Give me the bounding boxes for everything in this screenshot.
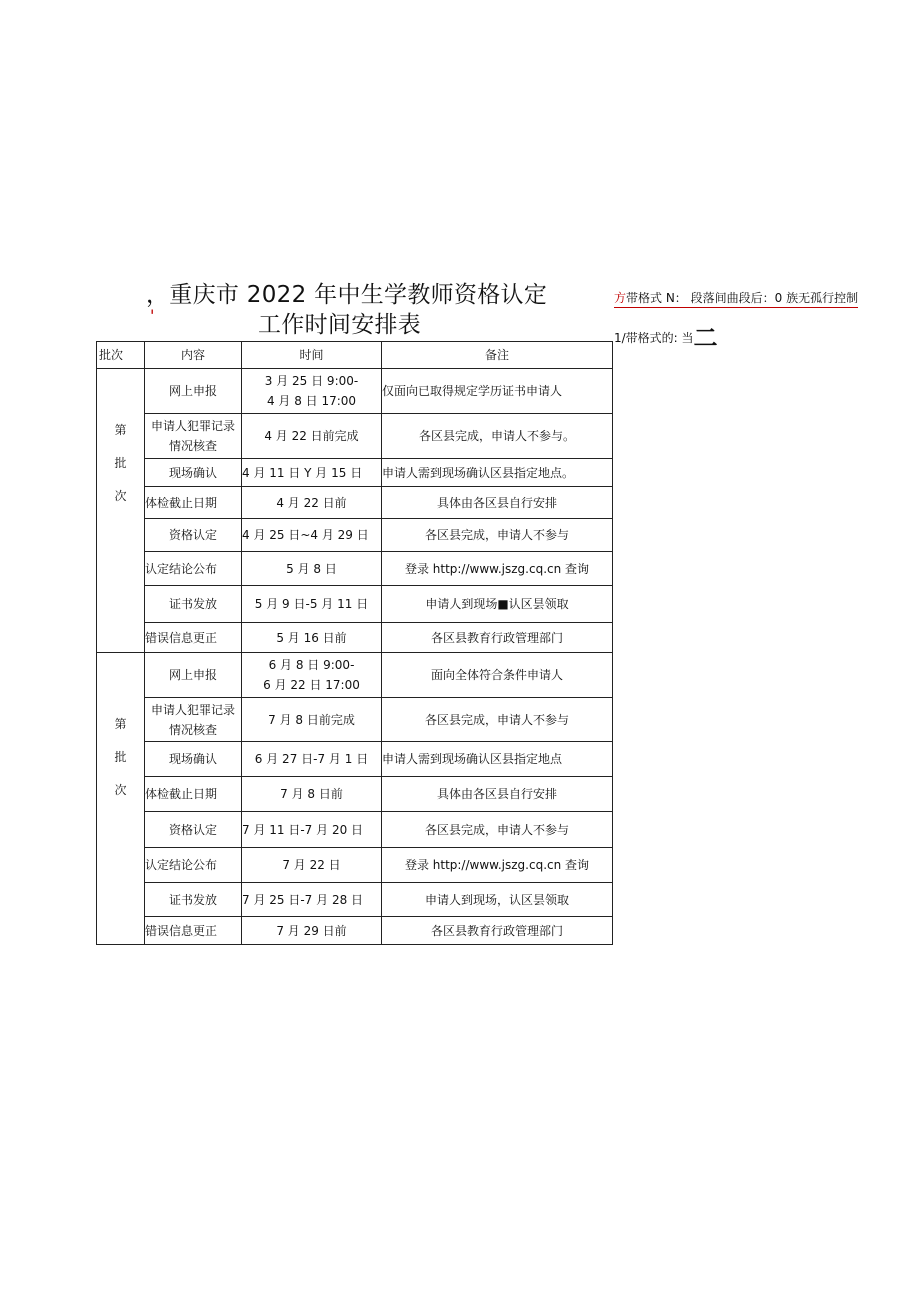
- cell-note: 各区县完成，申请人不参与。: [382, 414, 613, 459]
- cell-time: 7 月 8 日前完成: [242, 698, 382, 742]
- cell-content: 证书发放: [145, 586, 242, 623]
- cell-content: 现场确认: [145, 459, 242, 487]
- table-row: [97, 883, 613, 917]
- cell-time: 7 月 22 日: [242, 848, 382, 883]
- cell-content: 现场确认: [145, 742, 242, 777]
- cell-note: 各区县完成，申请人不参与: [382, 519, 613, 552]
- cell-note: 各区县教育行政管理部门: [382, 917, 613, 945]
- cell-content: 体检截止日期: [145, 777, 242, 812]
- batch-label-cell: [97, 369, 145, 653]
- cell-time: 7 月 29 日前: [242, 917, 382, 945]
- cell-note: 具体由各区县自行安排: [382, 777, 613, 812]
- cell-time: 7 月 11 日-7 月 20 日: [242, 812, 382, 848]
- batch-label-char: 第: [114, 717, 127, 731]
- cell-content: 认定结论公布: [145, 848, 242, 883]
- header-note: 备注: [382, 342, 613, 369]
- cell-note: 具体由各区县自行安排: [382, 487, 613, 519]
- cell-time: 5 月 8 日: [242, 552, 382, 586]
- batch-label-cell: [97, 653, 145, 945]
- table-row: [97, 653, 613, 698]
- cell-note: 申请人到现场，认区昙领取: [382, 883, 613, 917]
- cell-content: 资格认定: [145, 519, 242, 552]
- table-row: [97, 812, 613, 848]
- table-row: [97, 777, 613, 812]
- document-title: [146, 280, 576, 340]
- format-note-2-symbol: 二: [693, 324, 718, 352]
- table-row: [97, 848, 613, 883]
- cell-note: 登录 http://www.jszg.cq.cn 查询: [382, 552, 613, 586]
- table-row: [97, 519, 613, 552]
- cell-time: 4 月 22 日前完成: [242, 414, 382, 459]
- cell-time: 5 月 9 日-5 月 11 日: [242, 586, 382, 623]
- cell-time: 6 月 8 日 9:00- 6 月 22 日 17:00: [242, 653, 382, 698]
- cell-content: 证书发放: [145, 883, 242, 917]
- cell-content: 错误信息更正: [145, 623, 242, 653]
- format-note-1-text: 带格式 N： 段落间曲段后：0 族无孤行控制: [626, 291, 859, 305]
- cell-time: 4 月 25 日~4 月 29 日: [242, 519, 382, 552]
- table-row: [97, 742, 613, 777]
- format-note-2: [614, 318, 718, 353]
- table-row: [97, 487, 613, 519]
- cell-content: 错误信息更正: [145, 917, 242, 945]
- format-note-1-prefix: 方: [614, 291, 627, 305]
- cell-note: 登录 http://www.jszg.cq.cn 查询: [382, 848, 613, 883]
- table-row: [97, 917, 613, 945]
- cell-time: 4 月 22 日前: [242, 487, 382, 519]
- cell-note: 面向全体符合条件申请人: [382, 653, 613, 698]
- cell-time: 5 月 16 日前: [242, 623, 382, 653]
- cell-time: 7 月 8 日前: [242, 777, 382, 812]
- header-batch: 批次: [97, 342, 145, 369]
- table-row: [97, 698, 613, 742]
- cell-time: 7 月 25 日-7 月 28 日: [242, 883, 382, 917]
- batch-label-char: 批: [114, 750, 127, 764]
- cell-content: 网上申报: [145, 369, 242, 414]
- cell-time: 6 月 27 日-7 月 1 日: [242, 742, 382, 777]
- cell-note: 各区县完成，申请人不参与: [382, 812, 613, 848]
- cell-content: 体检截止日期: [145, 487, 242, 519]
- cell-content: 认定结论公布: [145, 552, 242, 586]
- revision-mark: ': [150, 306, 155, 325]
- cell-note: 各区县完成，申请人不参与: [382, 698, 613, 742]
- batch-label-char: 第: [114, 423, 127, 437]
- cell-note: 各区县教育行政管理部门: [382, 623, 613, 653]
- table-row: [97, 459, 613, 487]
- batch-label-char: 次: [114, 783, 127, 797]
- format-note-1: [614, 289, 858, 308]
- cell-content: 申请人犯罪记录 情况核查: [145, 414, 242, 459]
- table-header-row: [97, 342, 613, 369]
- table-row: [97, 552, 613, 586]
- header-content: 内容: [145, 342, 242, 369]
- schedule-table: [96, 341, 613, 945]
- cell-time: 4 月 11 日 Y 月 15 日: [242, 459, 382, 487]
- cell-note: 申请人需到现场确认区县指定地点: [382, 742, 613, 777]
- cell-time: 3 月 25 日 9:00- 4 月 8 日 17:00: [242, 369, 382, 414]
- cell-content: 资格认定: [145, 812, 242, 848]
- format-note-2-text: 1/带格式的: 当: [614, 331, 694, 345]
- batch-label-char: 次: [114, 489, 127, 503]
- header-time: 时间: [242, 342, 382, 369]
- table-row: [97, 414, 613, 459]
- title-line-1: ，重庆市 2022 年中生学教师资格认定: [146, 282, 548, 308]
- cell-note: 申请人到现场■认区昙领取: [382, 586, 613, 623]
- table-row: [97, 623, 613, 653]
- cell-note: 仅面向已取得规定学历证书申请人: [382, 369, 613, 414]
- title-line-2: 工作时间安排表: [258, 312, 422, 338]
- table-row: [97, 586, 613, 623]
- batch-label-char: 批: [114, 456, 127, 470]
- cell-note: 申请人需到现场确认区县指定地点。: [382, 459, 613, 487]
- cell-content: 网上申报: [145, 653, 242, 698]
- table-row: [97, 369, 613, 414]
- cell-content: 申请人犯罪记录 情况核查: [145, 698, 242, 742]
